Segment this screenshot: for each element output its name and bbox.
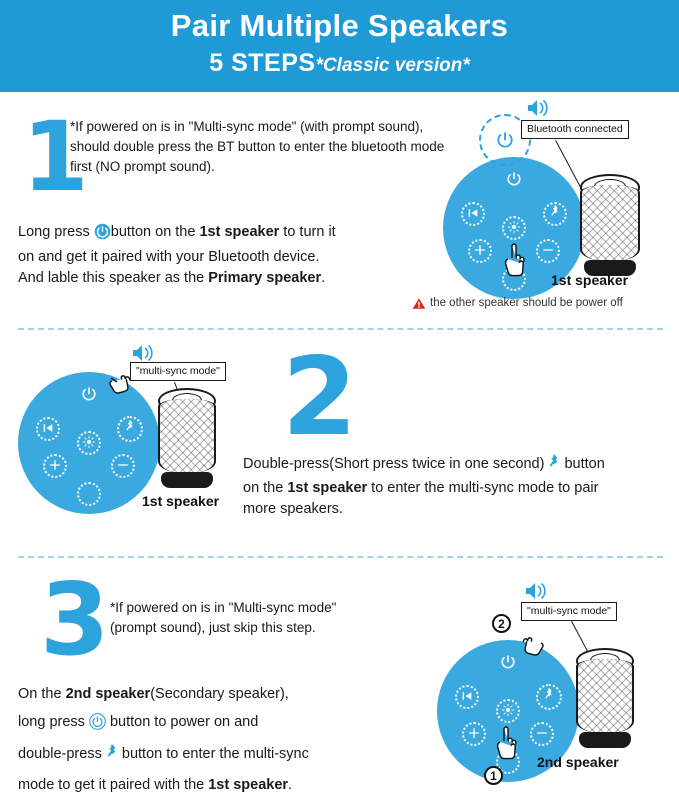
step-3-speaker-graphic bbox=[576, 648, 634, 748]
pad-volume-up-icon[interactable] bbox=[48, 456, 61, 475]
step-3-number: 3 bbox=[40, 561, 110, 678]
step-3-speaker-label: 2nd speaker bbox=[537, 754, 619, 770]
step-3-body-line3-a: double-press bbox=[18, 746, 106, 762]
step-2-bubble: "multi-sync mode" bbox=[130, 362, 226, 381]
step-1-body bbox=[18, 222, 418, 289]
step-1-speaker-label: 1st speaker bbox=[551, 272, 629, 288]
step-3-bubble: "multi-sync mode" bbox=[521, 602, 617, 621]
pad-pair-ring bbox=[77, 482, 101, 506]
step-3-body-line3-b: button to enter the multi-sync bbox=[117, 746, 309, 762]
step-3-pointing-hand-icon-power bbox=[493, 726, 519, 765]
step-1-body-line3-b: . bbox=[321, 270, 326, 286]
step-2-body-line2-a: on the bbox=[243, 480, 288, 496]
speaker-base bbox=[579, 732, 630, 748]
step-2-body bbox=[243, 454, 673, 520]
step-2-section bbox=[0, 330, 679, 545]
step-2-number: 2 bbox=[282, 335, 358, 460]
step-2-body-line1-b: button bbox=[560, 456, 605, 472]
step-3-marker-1: 1 bbox=[484, 766, 503, 785]
header-subtitle bbox=[0, 46, 679, 84]
power-icon bbox=[94, 223, 111, 247]
step-3-note-line1: *If powered on is in "Multi-sync mode" bbox=[110, 600, 337, 615]
step-1-sound-wave-icon bbox=[525, 97, 551, 117]
pad-volume-down-icon[interactable] bbox=[117, 456, 130, 475]
step-3-note-line2: (prompt sound), just skip this step. bbox=[110, 620, 316, 635]
step-1-number: 1 bbox=[22, 101, 89, 213]
step-3-body bbox=[18, 680, 408, 799]
step-3-body-line4-a: mode to get it paired with the bbox=[18, 777, 209, 793]
step-3-body-line4-b: . bbox=[288, 777, 293, 793]
step-3-body-line1-b: (Secondary speaker), bbox=[150, 686, 289, 702]
step-3-marker-2: 2 bbox=[492, 614, 511, 633]
step-1-body-line1-a: Long press bbox=[18, 224, 94, 240]
pad-previous-icon[interactable] bbox=[466, 204, 479, 223]
step-2-control-pad[interactable] bbox=[18, 372, 160, 514]
step-2-speaker-graphic bbox=[158, 388, 216, 488]
step-3-section bbox=[0, 558, 679, 802]
step-2-body-line3: more speakers. bbox=[243, 501, 343, 517]
step-1-body-line3-a: And lable this speaker as the bbox=[18, 270, 209, 286]
pad-power-icon[interactable] bbox=[505, 170, 524, 193]
step-1-body-line1-b: button on the bbox=[110, 224, 200, 240]
step-2-sound-wave-icon bbox=[130, 342, 156, 362]
pad-power-icon[interactable] bbox=[80, 385, 99, 408]
step-3-body-line2-b: button to power on and bbox=[105, 714, 259, 730]
pad-light-icon[interactable] bbox=[502, 702, 515, 721]
pad-volume-down-icon[interactable] bbox=[536, 724, 549, 743]
step-1-power-highlight-icon bbox=[494, 129, 516, 156]
pad-volume-up-icon[interactable] bbox=[467, 724, 480, 743]
pad-light-icon[interactable] bbox=[83, 434, 96, 453]
bluetooth-icon bbox=[548, 454, 560, 478]
step-2-body-line2-b: to enter the multi-sync mode to pair bbox=[367, 480, 599, 496]
step-3-body-line2-a: long press bbox=[18, 714, 89, 730]
step-1-body-line1-c: to turn it bbox=[279, 224, 336, 240]
step-1-pointing-hand-icon bbox=[501, 243, 527, 282]
pad-volume-down-icon[interactable] bbox=[542, 241, 555, 260]
step-2-body-line1-a: Double-press(Short press twice in one second) bbox=[243, 456, 549, 472]
pad-bluetooth-icon[interactable] bbox=[125, 419, 136, 438]
step-3-sound-wave-icon bbox=[523, 580, 549, 600]
step-1-body-line3-bold: Primary speaker bbox=[208, 270, 322, 286]
speaker-base bbox=[161, 472, 212, 488]
step-2-speaker-label: 1st speaker bbox=[142, 493, 220, 509]
pad-volume-up-icon[interactable] bbox=[473, 241, 486, 260]
pad-previous-icon[interactable] bbox=[460, 687, 473, 706]
page-title: Pair Multiple Speakers bbox=[170, 8, 509, 43]
speaker-body bbox=[580, 185, 640, 260]
header-version-label: *Classic version* bbox=[315, 55, 470, 76]
step-2-body-line2-bold: 1st speaker bbox=[287, 480, 368, 496]
pad-power-icon[interactable] bbox=[499, 653, 518, 676]
pad-bluetooth-icon[interactable] bbox=[544, 687, 555, 706]
step-1-body-line2: on and get it paired with your Bluetooth device. bbox=[18, 249, 320, 265]
step-1-warning-triangle-icon bbox=[412, 297, 426, 315]
pad-bluetooth-icon[interactable] bbox=[550, 204, 561, 223]
pad-light-icon[interactable] bbox=[508, 219, 521, 238]
speaker-body bbox=[158, 399, 216, 473]
step-1-body-line1-bold: 1st speaker bbox=[199, 224, 280, 240]
step-3-body-line1-a: On the bbox=[18, 686, 66, 702]
speaker-body bbox=[576, 659, 634, 733]
step-3-note bbox=[110, 598, 410, 638]
power-icon bbox=[89, 712, 106, 740]
step-1-bubble: Bluetooth connected bbox=[521, 120, 629, 139]
step-1-note: *If powered on is in "Multi-sync mode" (with prompt sound), should double press the BT button to enter the bluetooth mode first (NO prompt sound). bbox=[70, 119, 445, 174]
step-3-pointing-hand-icon-bluetooth bbox=[516, 630, 546, 665]
bluetooth-icon bbox=[106, 743, 118, 771]
step-3-body-line4-bold: 1st speaker bbox=[208, 777, 289, 793]
step-1-warning-text: the other speaker should be power off bbox=[430, 297, 623, 309]
header-steps-label: 5 STEPS bbox=[209, 49, 316, 77]
pad-previous-icon[interactable] bbox=[41, 419, 54, 438]
page-header bbox=[0, 0, 679, 92]
step-3-body-line1-bold: 2nd speaker bbox=[65, 686, 151, 702]
step-1-speaker-graphic bbox=[580, 174, 640, 276]
step-1-section bbox=[0, 92, 679, 325]
